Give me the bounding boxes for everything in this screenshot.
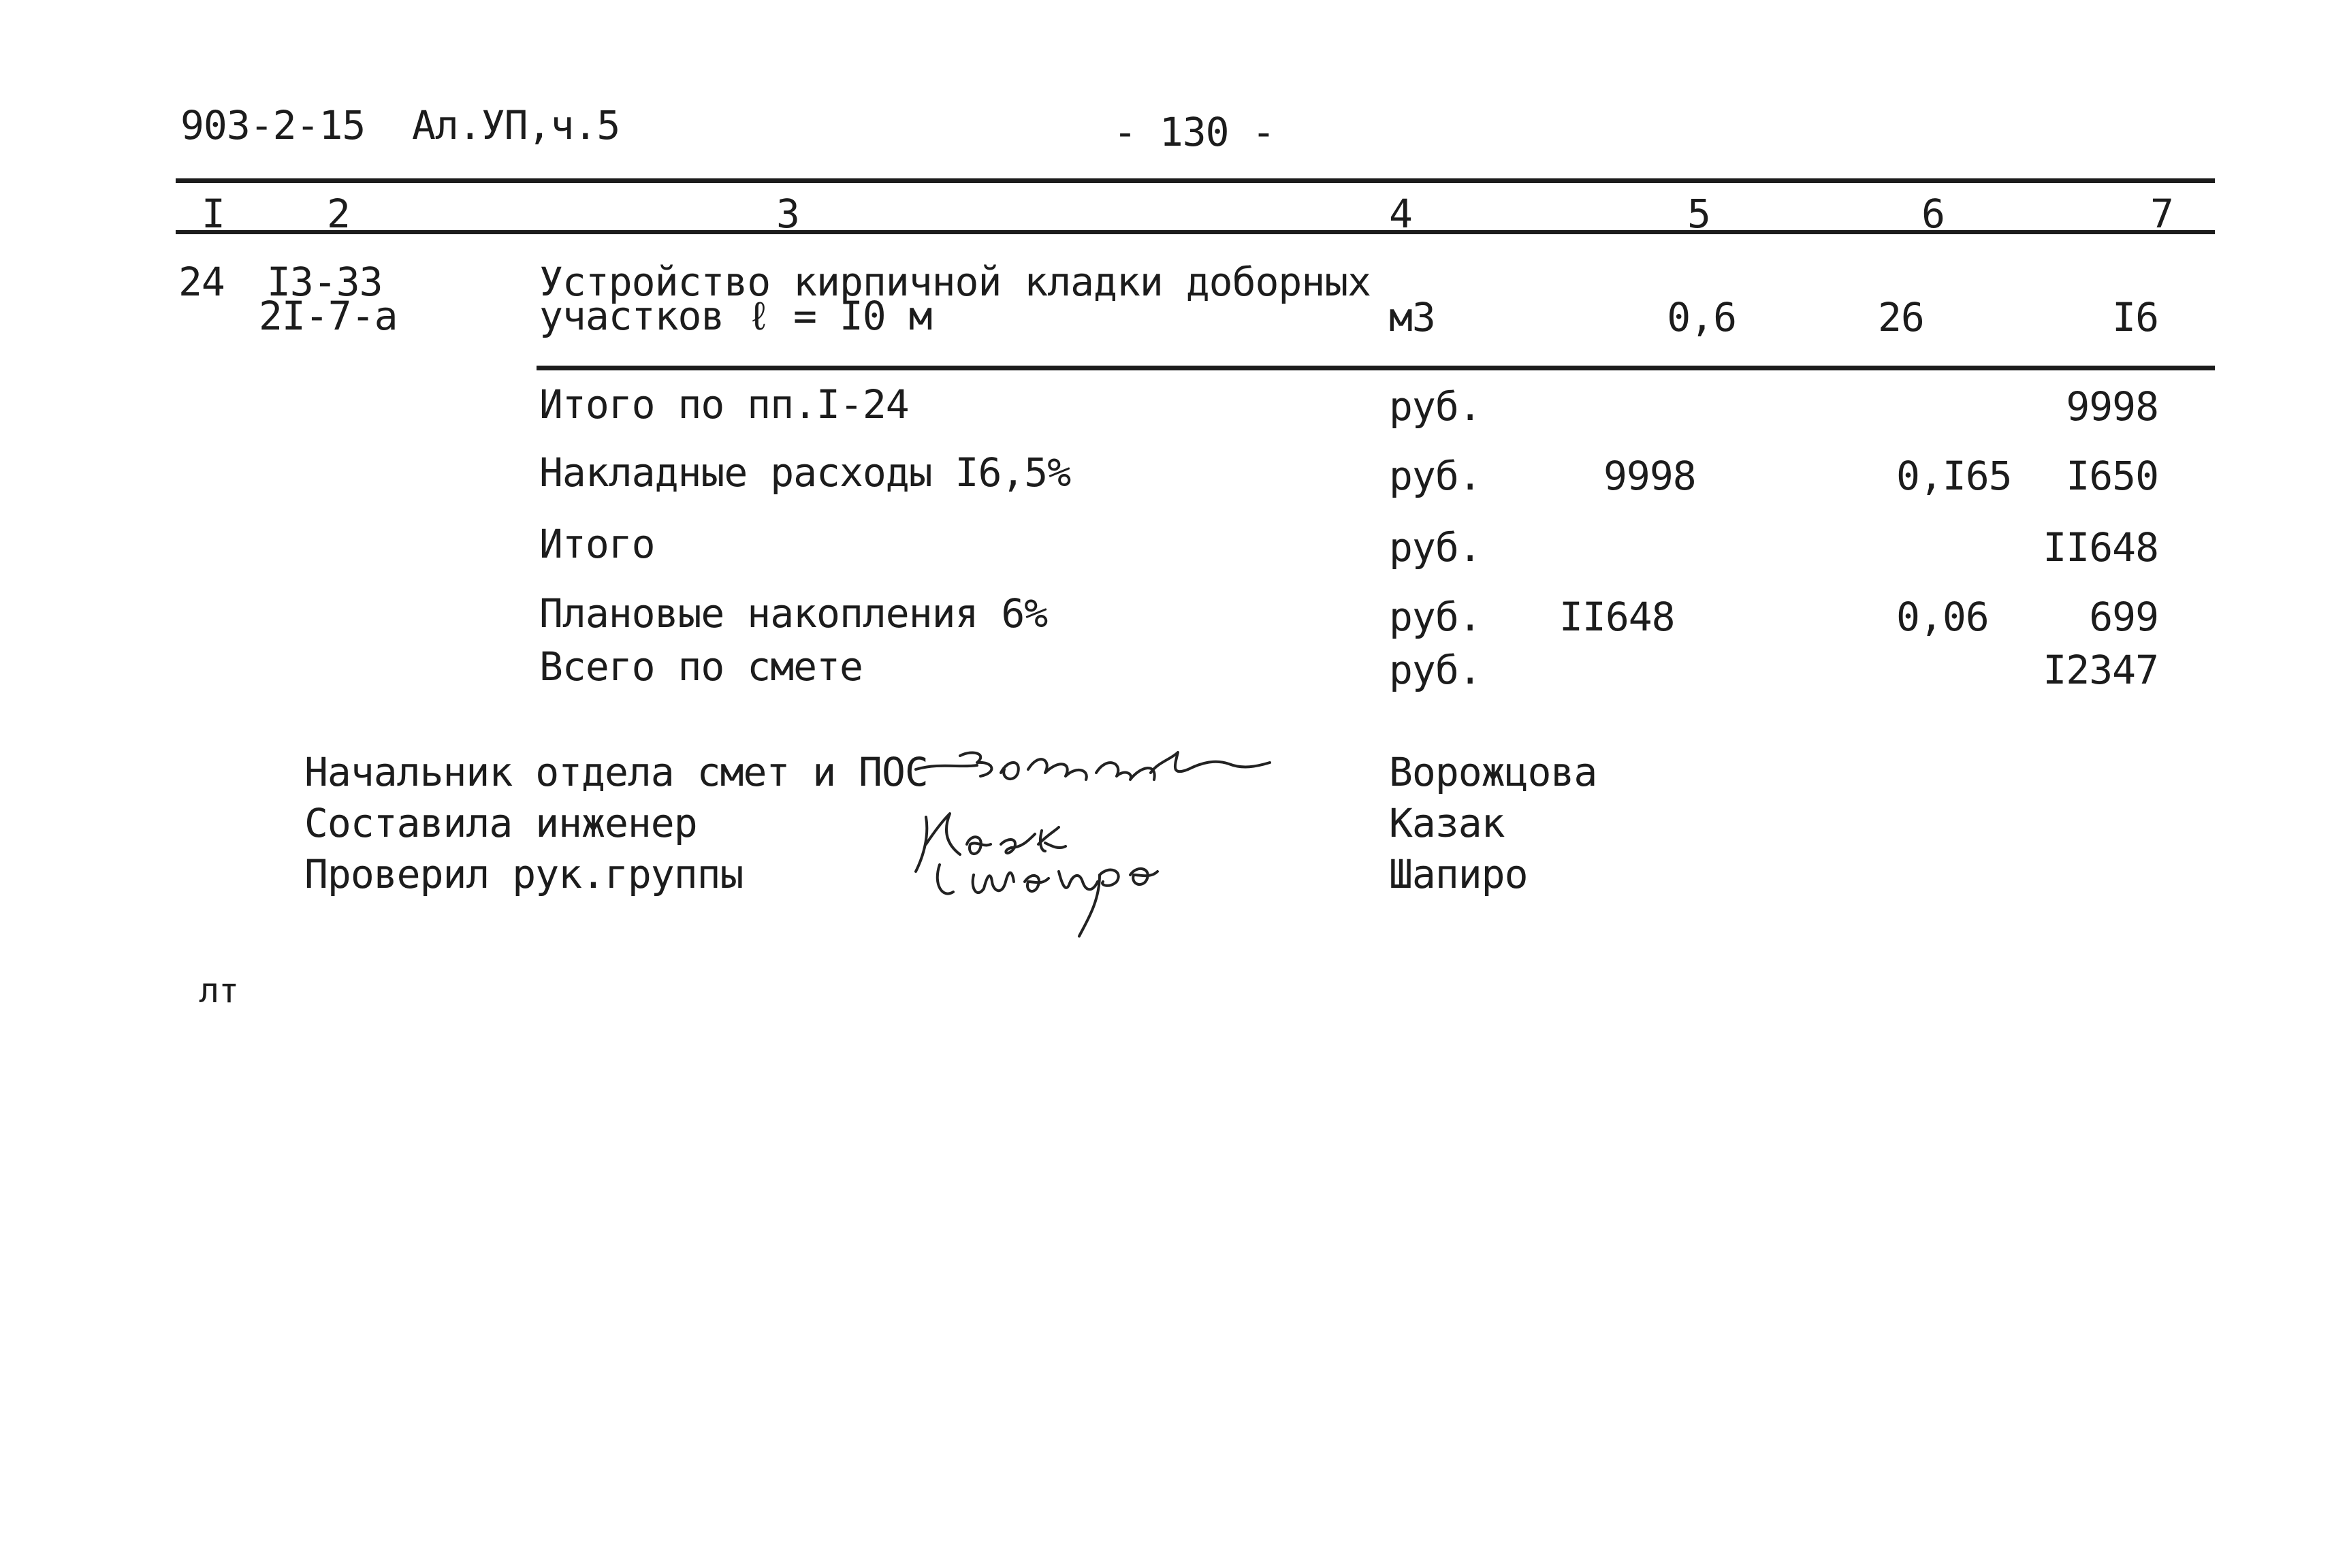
- doc-code: 903-2-15: [180, 102, 366, 148]
- summary-unit: руб.: [1389, 383, 1482, 430]
- signature-stroke: [1028, 759, 1087, 780]
- signature-stroke: [1130, 869, 1157, 884]
- col-header-3: 3: [776, 191, 799, 237]
- col-header-2: 2: [327, 191, 350, 237]
- footer-mark: лт: [199, 971, 239, 1010]
- item-code-2: 2I-7-а: [259, 293, 398, 339]
- item-description-1: Устройство кирпичной кладки доборных: [539, 259, 1371, 305]
- signature-stroke: [1096, 763, 1155, 780]
- summary-unit: руб.: [1389, 453, 1482, 499]
- header-bottom-rule: [176, 230, 2215, 234]
- summary-unit: руб.: [1389, 524, 1482, 571]
- item-quantity: 0,6: [1667, 294, 1736, 340]
- col-header-5: 5: [1687, 191, 1710, 237]
- item-number: 24: [178, 259, 225, 305]
- signature-stroke: [1059, 871, 1098, 889]
- handwritten-signatures: [912, 735, 1335, 940]
- album-ref: Ал.УП,ч.5: [412, 102, 620, 148]
- signature-stroke: [1038, 827, 1066, 851]
- summary-label: Накладные расходы I6,5%: [539, 449, 1071, 496]
- signature-stroke: [1001, 763, 1019, 779]
- signature-name: Ворожцова: [1389, 749, 1597, 795]
- signature-stroke: [1079, 870, 1119, 936]
- signature-stroke: [1151, 752, 1270, 773]
- item-code-1: I3-33: [267, 259, 383, 305]
- signature-stroke: [1025, 876, 1049, 891]
- signature-name: Казак: [1389, 800, 1505, 846]
- item-total: I6: [2112, 294, 2158, 340]
- summary-total: 699: [2089, 594, 2158, 640]
- col-header-7: 7: [2150, 191, 2173, 237]
- summary-total: 9998: [2066, 383, 2158, 430]
- signature-stroke: [938, 865, 953, 894]
- page-number: - 130 -: [1113, 109, 1275, 155]
- summary-total: I2347: [2043, 647, 2158, 693]
- signature-role: Проверил рук.группы: [304, 851, 744, 897]
- signature-role: Составила инженер: [304, 800, 697, 846]
- summary-unit: руб.: [1389, 647, 1482, 693]
- item-unit: м3: [1389, 294, 1435, 340]
- top-rule: [176, 178, 2215, 183]
- signature-role: Начальник отдела смет и ПОС: [304, 749, 928, 795]
- summary-rate: 0,I65: [1896, 453, 2012, 499]
- signature-stroke: [1001, 834, 1035, 853]
- summary-unit: руб.: [1389, 594, 1482, 640]
- item-bottom-rule: [537, 366, 2215, 370]
- summary-rate: 0,06: [1896, 594, 1989, 640]
- summary-total: II648: [2043, 524, 2158, 571]
- col-header-1: I: [202, 191, 225, 237]
- col-header-4: 4: [1389, 191, 1412, 237]
- summary-label: Итого: [539, 521, 655, 567]
- col-header-6: 6: [1921, 191, 1945, 237]
- item-description-2: участков ℓ = I0 м: [539, 293, 932, 339]
- summary-label: Всего по смете: [539, 643, 863, 690]
- summary-total: I650: [2066, 453, 2158, 499]
- item-price: 26: [1878, 294, 1924, 340]
- summary-label: Плановые накопления 6%: [539, 590, 1048, 637]
- summary-base: II648: [1559, 594, 1675, 640]
- summary-label: Итого по пп.I-24: [539, 381, 909, 428]
- signature-name: Шапиро: [1389, 851, 1528, 897]
- summary-base: 9998: [1603, 453, 1696, 499]
- signature-stroke: [926, 814, 960, 854]
- signature-stroke: [916, 765, 977, 769]
- signature-stroke: [967, 837, 991, 854]
- signature-stroke: [973, 873, 1014, 893]
